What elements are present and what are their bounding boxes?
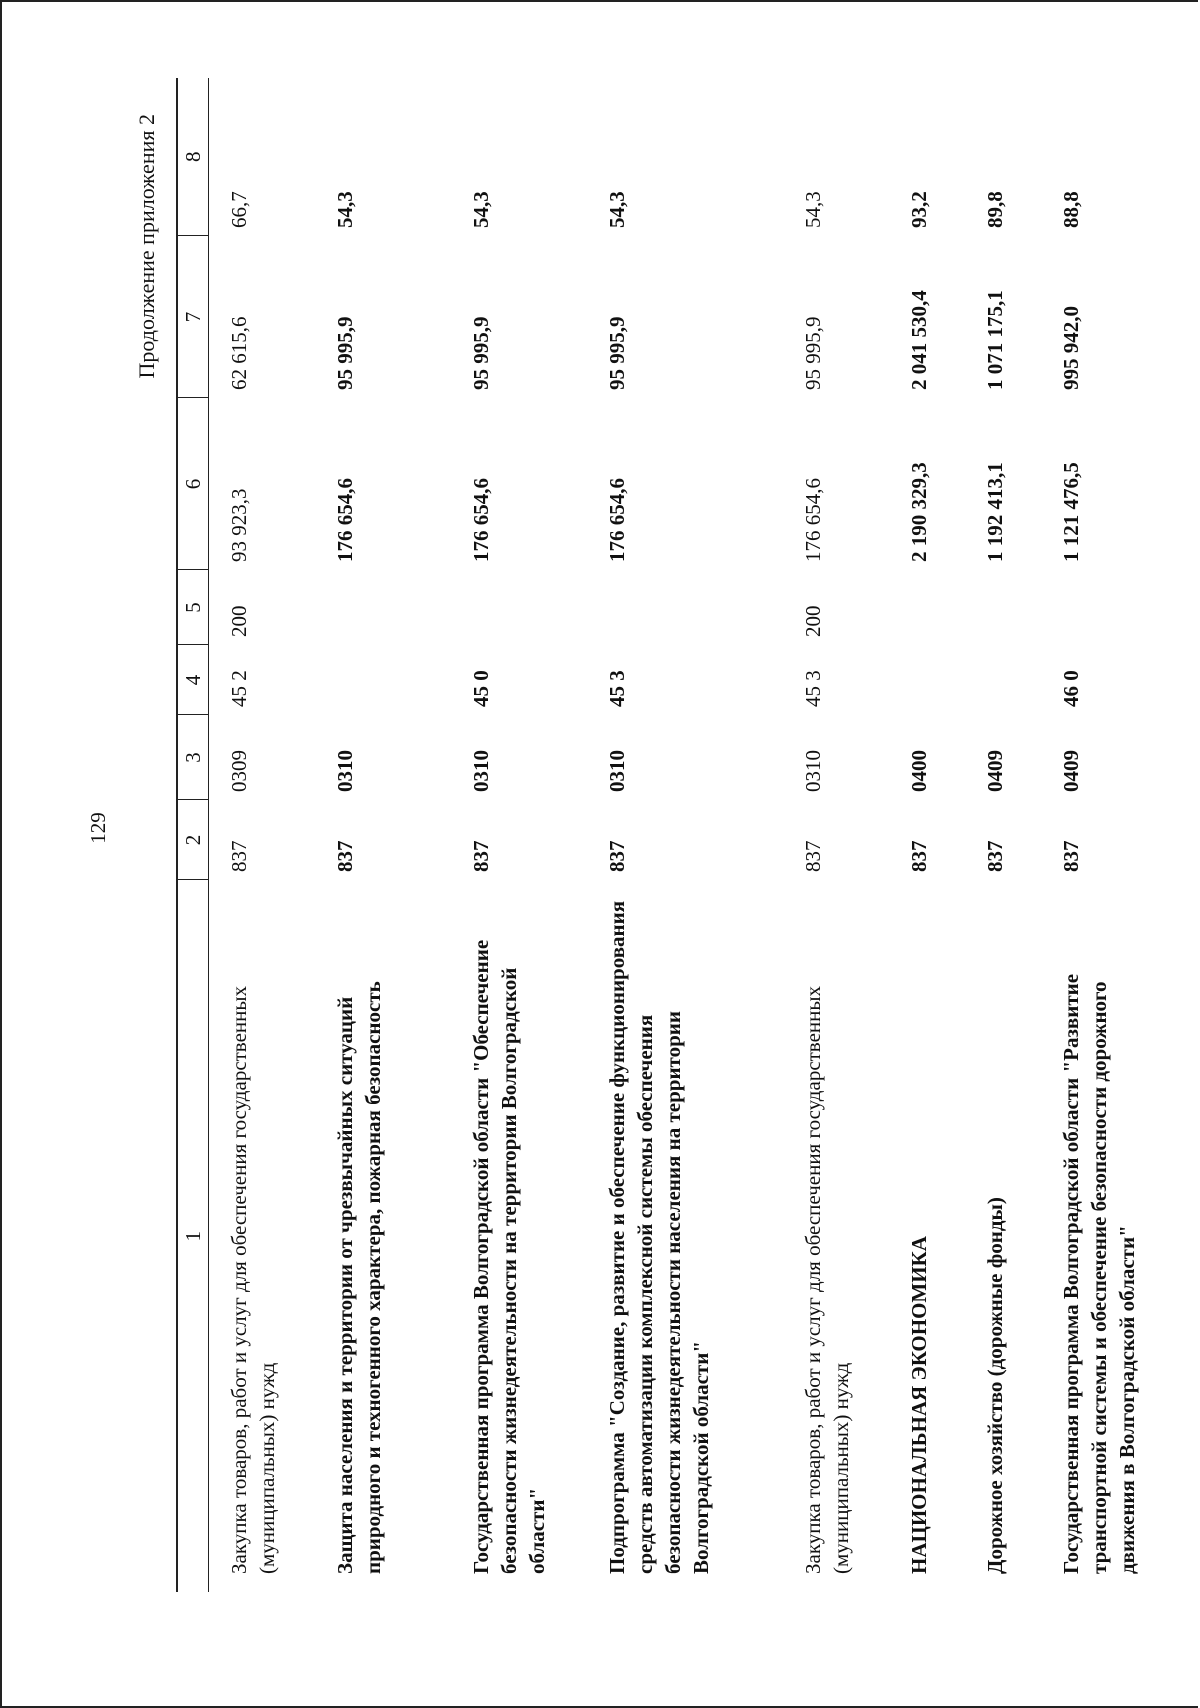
row-name: Закупка товаров, работ и услуг для обеспечения государственных (муниципальных) нужд <box>227 985 279 1574</box>
page-number: 129 <box>86 812 110 844</box>
cell-actual: 995 942,0 <box>1059 306 1083 390</box>
cell-actual: 95 995,9 <box>333 316 357 390</box>
cell-plan: 176 654,6 <box>605 478 629 562</box>
cell-percent: 66,7 <box>227 191 251 228</box>
column-header: 1 <box>177 880 209 1592</box>
column-header: 2 <box>177 800 209 880</box>
row-name: Дорожное хозяйство (дорожные фонды) <box>983 1197 1007 1574</box>
cell-actual: 62 615,6 <box>227 316 251 390</box>
cell-expense-type <box>1041 570 1187 645</box>
cell-expense-type <box>889 570 965 645</box>
cell-plan: 176 654,6 <box>469 478 493 562</box>
cell-percent: 54,3 <box>801 191 825 228</box>
cell-plan: 2 190 329,3 <box>907 462 931 562</box>
table-row <box>889 78 965 1592</box>
cell-target: 45 2 <box>227 670 251 707</box>
column-header: 6 <box>177 398 209 570</box>
cell-target: 46 0 <box>1059 670 1083 707</box>
cell-percent: 54,3 <box>333 191 357 228</box>
cell-expense-type: 200 <box>227 605 251 637</box>
row-name: Защита населения и территории от чрезвычайных ситуаций природного и техногенного характера, пожарная безопасность <box>333 981 385 1574</box>
appendix-caption: Продолжение приложения 2 <box>134 114 159 379</box>
cell-plan: 1 192 413,1 <box>983 462 1007 562</box>
cell-section: 0310 <box>469 750 493 792</box>
budget-table <box>176 78 1187 1592</box>
cell-section: 0310 <box>605 750 629 792</box>
cell-ministry: 837 <box>1059 840 1083 872</box>
column-header: 3 <box>177 715 209 800</box>
cell-percent: 54,3 <box>605 191 629 228</box>
table-row <box>587 78 783 1592</box>
column-header: 7 <box>177 236 209 398</box>
rotated-page-content <box>132 78 1139 1592</box>
cell-target: 45 0 <box>469 670 493 707</box>
cell-plan: 176 654,6 <box>801 478 825 562</box>
cell-target: 45 3 <box>605 670 629 707</box>
cell-ministry: 837 <box>469 840 493 872</box>
table-row <box>209 78 316 1592</box>
cell-plan: 176 654,6 <box>333 478 357 562</box>
cell-ministry: 837 <box>227 840 251 872</box>
cell-actual: 2 041 530,4 <box>907 290 931 390</box>
table-row <box>1041 78 1187 1592</box>
column-header: 8 <box>177 78 209 236</box>
cell-ministry: 837 <box>907 840 931 872</box>
cell-ministry: 837 <box>983 840 1007 872</box>
table-row <box>783 78 889 1592</box>
cell-ministry: 837 <box>605 840 629 872</box>
cell-percent: 54,3 <box>469 191 493 228</box>
row-name: Подпрограмма "Создание, развитие и обеспечение функционирования средств автоматизации комплексной системы обеспечения безопасности жизнедеятельности населения на территории Волгоградской области" <box>605 900 713 1574</box>
cell-section: 0310 <box>801 750 825 792</box>
cell-target: 45 3 <box>801 670 825 707</box>
row-name: НАЦИОНАЛЬНАЯ ЭКОНОМИКА <box>907 1236 931 1574</box>
cell-plan: 93 923,3 <box>227 488 251 562</box>
cell-section: 0309 <box>227 750 251 792</box>
cell-section: 0400 <box>907 750 931 792</box>
cell-section: 0310 <box>333 750 357 792</box>
cell-plan: 1 121 476,5 <box>1059 462 1083 562</box>
cell-target <box>965 645 1041 715</box>
cell-expense-type: 200 <box>801 605 825 637</box>
cell-expense-type <box>965 570 1041 645</box>
cell-expense-type <box>587 570 783 645</box>
cell-percent: 88,8 <box>1059 191 1083 228</box>
table-header-row <box>177 78 209 1592</box>
cell-actual: 95 995,9 <box>801 316 825 390</box>
cell-expense-type <box>315 570 451 645</box>
cell-ministry: 837 <box>333 840 357 872</box>
cell-expense-type <box>451 570 587 645</box>
table-row <box>965 78 1041 1592</box>
cell-target <box>889 645 965 715</box>
column-header: 5 <box>177 570 209 645</box>
cell-ministry: 837 <box>801 840 825 872</box>
row-name: Государственная программа Волгоградской области "Обеспечение безопасности жизнедеятельности на территории Волгоградской области" <box>469 939 549 1574</box>
row-name: Закупка товаров, работ и услуг для обеспечения государственных (муниципальных) нужд <box>801 985 853 1574</box>
cell-actual: 1 071 175,1 <box>983 290 1007 390</box>
table-row <box>451 78 587 1592</box>
table-row <box>315 78 451 1592</box>
cell-actual: 95 995,9 <box>469 316 493 390</box>
row-name: Государственная программа Волгоградской области "Развитие транспортной системы и обеспечение безопасности дорожного движения в Волгоградской области" <box>1059 973 1139 1574</box>
cell-target <box>315 645 451 715</box>
cell-actual: 95 995,9 <box>605 316 629 390</box>
cell-percent: 93,2 <box>907 191 931 228</box>
cell-section: 0409 <box>1059 750 1083 792</box>
cell-section: 0409 <box>983 750 1007 792</box>
column-header: 4 <box>177 645 209 715</box>
cell-percent: 89,8 <box>983 191 1007 228</box>
